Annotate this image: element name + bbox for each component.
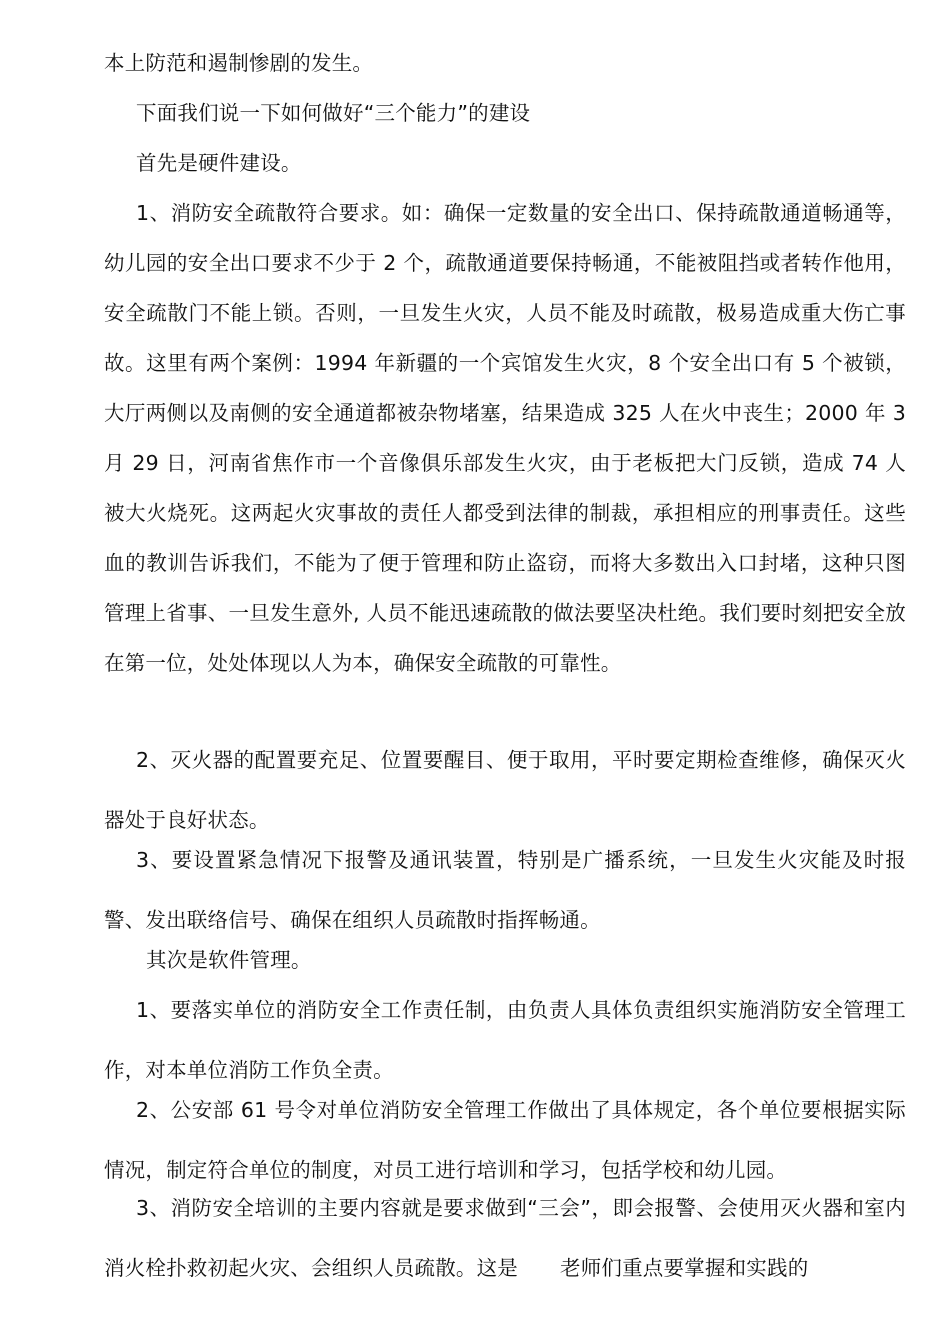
heading-software: 其次是软件管理。 <box>146 948 312 972</box>
paragraph-software-item-1: 1、要落实单位的消防安全工作责任制，由负责人具体负责组织实施消防安全管理工作，对本单位消防工作负全责。 <box>104 998 906 1082</box>
paragraph-software-item-3 <box>104 1178 906 1298</box>
paragraph-intro-end: 本上防范和遏制惨剧的发生。 <box>104 51 374 75</box>
paragraph-hardware-item-3: 3、要设置紧急情况下报警及通讯装置，特别是广播系统，一旦发生火灾能及时报警、发出联络信号、确保在组织人员疏散时指挥畅通。 <box>104 848 906 932</box>
heading-hardware: 首先是硬件建设。 <box>136 151 302 175</box>
paragraph-software-item-3-continued: 老师们重点要掌握和实践的 <box>560 1256 809 1280</box>
paragraph-three-abilities: 下面我们说一下如何做好“三个能力”的建设 <box>136 101 531 125</box>
paragraph-hardware-item-2: 2、灭火器的配置要充足、位置要醒目、便于取用，平时要定期检查维修，确保灭火器处于良好状态。 <box>104 748 906 832</box>
paragraph-software-item-3-text: 3、消防安全培训的主要内容就是要求做到“三会”，即会报警、会使用灭火器和室内消火栓扑救初起火灾、会组织人员疏散。这是 <box>104 1196 906 1280</box>
paragraph-hardware-item-1: 1、消防安全疏散符合要求。如：确保一定数量的安全出口、保持疏散通道畅通等，幼儿园的安全出口要求不少于 2 个，疏散通道要保持畅通，不能被阻挡或者转作他用，安全疏散门不能上锁。否则，一旦发生火灾，人员不能及时疏散，极易造成重大伤亡事故。这里有两个案例：1994 年新疆的一个宾馆发生火灾，8 个安全出口有 5 个被锁，大厅两侧以及南侧的安全通道都被杂物堵塞，结果造成 325 人在火中丧生；2000 年 3 月 29 日，河南省焦作市一个音像俱乐部发生火灾，由于老板把大门反锁，造成 74 人被大火烧死。这两起火灾事故的责任人都受到法律的制裁，承担相应的刑事责任。这些血的教训告诉我们，不能为了便于管理和防止盗窃，而将大多数出入口封堵，这种只图管理上省事、一旦发生意外, 人员不能迅速疏散的做法要坚决杜绝。我们要时刻把安全放在第一位，处处体现以人为本，确保安全疏散的可靠性。 <box>104 201 906 675</box>
paragraph-software-item-2: 2、公安部 61 号令对单位消防安全管理工作做出了具体规定，各个单位要根据实际情况，制定符合单位的制度，对员工进行培训和学习，包括学校和幼儿园。 <box>104 1098 906 1182</box>
